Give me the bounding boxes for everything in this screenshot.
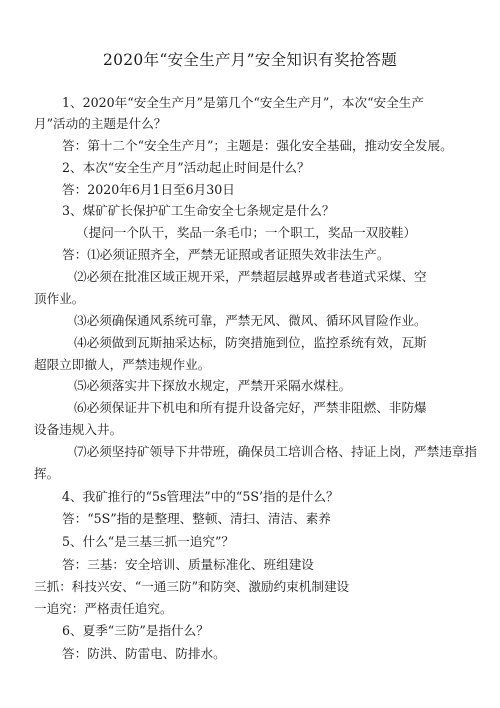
answer-3-item-1: 答：⑴必须证照齐全，严禁无证照或者证照失效非法生产。 (62, 247, 390, 262)
answer-3-item-2-line-2: 顶作业。 (34, 291, 85, 306)
answer-3-item-4-line-1: ⑷必须做到瓦斯抽采达标，防突措施到位，监控系统有效，瓦斯 (74, 335, 427, 350)
answer-2: 答：2020年6月1日至6月30日 (62, 182, 235, 197)
question-3: 3、煤矿矿长保护矿工生命安全七条规定是什么？ (62, 203, 335, 218)
question-2: 2、本次“安全生产月”活动起止时间是什么？ (62, 160, 310, 175)
question-6: 6、夏季“三防”是指什么？ (62, 623, 209, 638)
answer-6: 答：防洪、防雷电、防排水。 (62, 646, 226, 661)
question-5: 5、什么“是三基三抓一追究”？ (62, 534, 235, 549)
answer-3-item-4-line-2: 超限立即撤人，严禁违规作业。 (34, 357, 211, 372)
answer-3-item-2-line-1: ⑵必须在批准区域正规开采，严禁超层越界或者巷道式采煤、空 (74, 269, 427, 284)
answer-3-item-3: ⑶必须确保通风系统可靠，严禁无风、微风、循环风冒险作业。 (74, 313, 427, 328)
answer-3-item-7-line-2: 挥。 (34, 466, 60, 481)
document-title: 2020年“安全生产月”安全知识有奖抢答题 (102, 51, 398, 69)
answer-3-item-6-line-2: 设备违规入井。 (34, 422, 123, 437)
question-3-note: （提问一个队干，奖品一条毛巾；一个职工，奖品一双胶鞋） (76, 225, 417, 240)
answer-5-line-3: 一追究：严格责任追究。 (34, 601, 173, 616)
answer-4: 答：“5S”指的是整理、整顿、清扫、清洁、素养 (62, 511, 331, 526)
answer-3-item-6-line-1: ⑹必须保证井下机电和所有提升设备完好，严禁非阻燃、非防爆 (74, 400, 427, 415)
answer-3-item-7-line-1: ⑺必须坚持矿领导下井带班，确保员工培训合格、持证上岗，严禁违章指 (74, 444, 477, 459)
answer-5-line-1: 答：三基：安全培训、质量标准化、班组建设 (62, 557, 314, 572)
question-4: 4、我矿推行的“5s管理法”中的“5S’指的是什么？ (62, 489, 339, 504)
answer-5-line-2: 三抓：科技兴安、“一通三防”和防突、激励约束机制建设 (34, 579, 350, 594)
answer-1: 答：第十二个“安全生产月”；主题是：强化安全基础，推动安全发展。 (62, 138, 453, 153)
question-1-line-1: 1、2020年“安全生产月”是第几个“安全生产月”，本次“安全生产 (62, 95, 424, 110)
question-1-line-2: 月”活动的主题是什么？ (34, 116, 167, 131)
answer-3-item-5: ⑸必须落实井下探放水规定，严禁开采隔水煤柱。 (74, 378, 352, 393)
